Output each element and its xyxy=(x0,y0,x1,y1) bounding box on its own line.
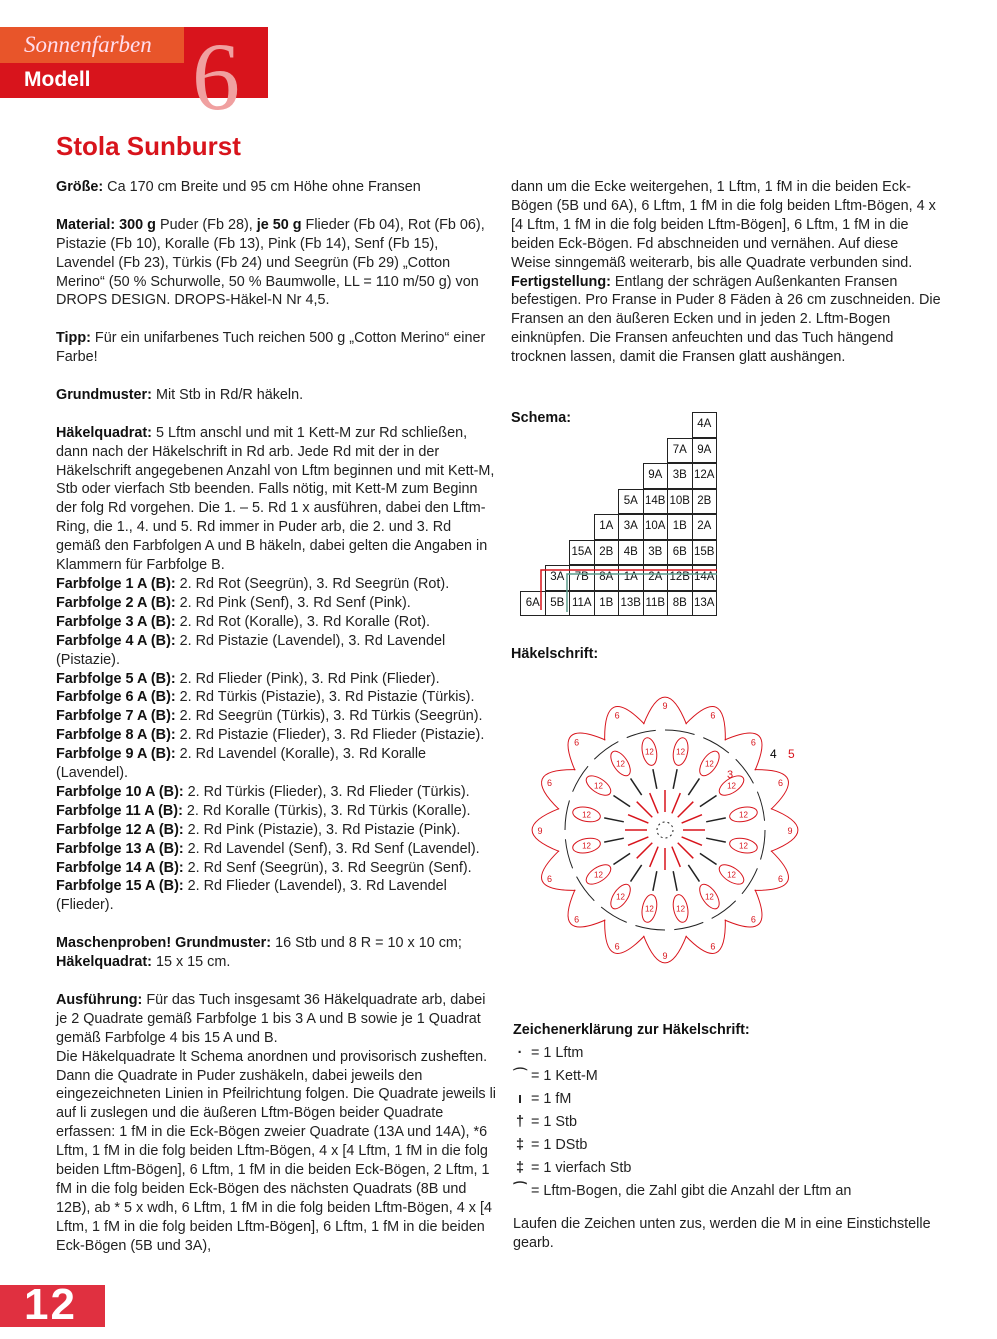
bold-label: Fertigstellung: xyxy=(511,273,611,290)
stitch-symbol-icon: ı xyxy=(518,1091,522,1107)
text: dann um die Ecke weitergehen, 1 Lftm, 1 fM in die beiden Eck-Bögen (5B und 6A), 6 Lftm, 1 fM in die folg beiden Lftm-Bögen, 4 x [4 Lftm, 1 fM in die folg beiden Lftm-Bögen], 6 Lftm, 1 fM in die beiden Eck-Bögen. Fd abschneiden und vernähen. Auf diese Weise sinngemäß weiterarb, bis alle Quadrate verbunden sind. xyxy=(511,179,936,271)
schema-cell: 8A xyxy=(594,565,620,591)
schema-cell: 2B xyxy=(692,489,718,515)
bold-label: Farbfolge 3 A (B): xyxy=(56,613,176,630)
chain-arc xyxy=(757,792,764,821)
text: 2. Rd Pistazie (Flieder), 3. Rd Flieder (Pistazie). xyxy=(175,727,485,744)
bold-label: Größe: xyxy=(56,179,104,195)
petal-count: 12 xyxy=(739,810,748,820)
text: 2. Rd Koralle (Türkis), 3. Rd Türkis (Koralle). xyxy=(182,802,471,819)
legend-text: = Lftm-Bogen, die Zahl gibt die Anzahl der Lftm an xyxy=(531,1183,852,1199)
text: Puder (Fb 28), xyxy=(155,216,257,233)
outer-arc xyxy=(542,851,576,891)
chain-arc xyxy=(577,877,595,901)
crochet-diagram xyxy=(505,665,825,995)
bold-label: Farbfolge 14 A (B): xyxy=(56,859,184,876)
petal-count: 12 xyxy=(616,892,626,902)
chain-arc xyxy=(594,742,618,760)
stitch-symbol-icon: · xyxy=(517,1045,523,1061)
schema-cell: 11A xyxy=(569,591,595,617)
schema-cell: 5B xyxy=(545,591,571,617)
outer-arc xyxy=(686,920,726,954)
legend-text: = 1 DStb xyxy=(531,1137,588,1153)
schema-cell: 3B xyxy=(643,540,669,566)
bold-label: Farbfolge 5 A (B): xyxy=(56,670,176,687)
petal-count: 12 xyxy=(727,870,736,880)
stitch-black xyxy=(706,838,726,842)
bold-label: Ausführung: xyxy=(56,991,143,1008)
schema-cell: 5A xyxy=(618,489,644,515)
petal-count: 12 xyxy=(704,759,714,769)
petal-count: 12 xyxy=(582,810,591,820)
legend-item xyxy=(513,1159,631,1178)
petal-count: 12 xyxy=(582,841,591,851)
outer-arc xyxy=(542,770,576,810)
series-title: Sonnenfarben xyxy=(24,32,152,57)
stitch-symbol-icon: ⌒ xyxy=(513,1068,528,1084)
diagram-title: Häkelschrift: xyxy=(511,646,599,662)
text: 2. Rd Flieder (Lavendel), 3. Rd Lavendel (Flieder). xyxy=(56,878,447,914)
outer-arc xyxy=(686,707,726,741)
model-number: 6 xyxy=(192,23,240,130)
chain-arc xyxy=(635,926,665,930)
schema-cell: 3A xyxy=(618,514,644,540)
arc-count: 6 xyxy=(574,737,580,748)
bold-label: Farbfolge 10 A (B): xyxy=(56,783,184,800)
bold-label: Farbfolge 12 A (B): xyxy=(56,821,184,838)
schema-cell: 4A xyxy=(692,412,718,438)
schema-cell: 1A xyxy=(594,514,620,540)
stitch-black xyxy=(604,818,624,822)
arrow-green xyxy=(567,574,717,612)
schema-cell: 13B xyxy=(618,591,644,617)
bold-label: Häkelquadrat: xyxy=(56,424,152,441)
bold-label: Farbfolge 9 A (B): xyxy=(56,746,176,763)
schema-cell: 12B xyxy=(667,565,693,591)
text: 2. Rd Flieder (Pink), 3. Rd Pink (Flieder). xyxy=(175,670,440,687)
outer-arc xyxy=(605,920,645,954)
petal-count: 12 xyxy=(739,841,748,851)
petal-count: 12 xyxy=(704,892,714,902)
stitch-symbol-icon: ‡ xyxy=(515,1160,524,1176)
chain-arc xyxy=(761,830,765,860)
legend-item xyxy=(513,1113,577,1132)
bold-label: Farbfolge 11 A (B): xyxy=(56,802,183,819)
stitch-symbol-icon: ‡ xyxy=(515,1137,524,1153)
bold-label: Häkelquadrat: xyxy=(56,954,152,971)
schema-cell: 1A xyxy=(618,565,644,591)
arc-count: 9 xyxy=(662,951,668,961)
schema-cell: 9A xyxy=(643,463,669,489)
stitch-black xyxy=(688,778,699,795)
stitch-red xyxy=(637,802,653,818)
schema-cell: 10A xyxy=(643,514,669,540)
chain-arc xyxy=(665,730,695,734)
schema-cell: 15B xyxy=(692,540,718,566)
text: 2. Rd Türkis (Pistazie), 3. Rd Pistazie (Türkis). xyxy=(175,689,475,706)
schema-cell: 7A xyxy=(667,438,693,464)
page-number-box xyxy=(0,1280,105,1329)
arc-count: 9 xyxy=(787,826,793,836)
schema-cell: 6B xyxy=(667,540,693,566)
stitch-black xyxy=(673,769,677,789)
petal-count: 12 xyxy=(676,904,686,914)
outer-arc xyxy=(755,770,789,810)
bold-label: je 50 g xyxy=(256,216,302,233)
schema-cell: 1B xyxy=(594,591,620,617)
outer-arc xyxy=(725,890,762,927)
petal-count: 12 xyxy=(644,747,654,757)
stitch-red xyxy=(682,815,702,823)
legend-item xyxy=(513,1182,851,1201)
legend-note: Laufen die Zeichen unten zus, werden die M in eine Einstichstelle gearb. xyxy=(513,1216,931,1251)
schema-cell: 3A xyxy=(545,565,571,591)
stitch-black xyxy=(653,871,657,891)
schema-cell: 6A xyxy=(520,591,546,617)
text: 16 Stb und 8 R = 10 x 10 cm; xyxy=(271,935,462,952)
stitch-red xyxy=(678,843,694,859)
text: 2. Rd Senf (Seegrün), 3. Rd Seegrün (Senf). xyxy=(183,859,472,876)
schema-cell: 2A xyxy=(692,514,718,540)
stitch-black xyxy=(613,853,630,864)
outer-arc xyxy=(725,733,762,770)
text: 2. Rd Pink (Senf), 3. Rd Senf (Pink). xyxy=(175,594,411,611)
schema-cell: 3B xyxy=(667,463,693,489)
bold-label: Farbfolge 6 A (B): xyxy=(56,689,176,706)
stitch-black xyxy=(613,796,630,807)
stitch-black xyxy=(631,778,642,795)
legend-text: = 1 Kett-M xyxy=(531,1068,598,1084)
text: Für das Tuch insgesamt 36 Häkelquadrate arb, dabei je 2 Quadrate gemäß Farbfolge 1 bis 3 A und B sowie je 1 Quadrat gemäß Farbfolge 4 bis 15 A und B. xyxy=(56,991,486,1046)
schema-cell: 1B xyxy=(667,514,693,540)
legend-item xyxy=(513,1136,587,1155)
bold-label: Tipp: xyxy=(56,330,91,347)
chain-arc xyxy=(565,800,569,830)
arc-count: 9 xyxy=(537,826,543,836)
text: 5 Lftm anschl und mit 1 Kett-M zur Rd schließen, dann nach der Häkelschrift in Rd arb. Jede Rd mit der in der Häkelschrift angegebenen Anzahl von Lftm beginnen und mit Kett-M, Stb oder vierfach Stb beenden. Falls nötig, mit Kett-M zum Beginn der folg Rd vorgehen. Die 1. – 5. Rd 1 x ausführen, dabei den Lftm-Ring, die 1., 4. und 5. Rd immer in Puder arb, die 2. und 3. Rd gemäß den Farbfolgen A und B häkeln, dabei gelten die Angaben in Klammern für Farbfolge B. xyxy=(56,424,495,574)
outer-arc xyxy=(605,707,645,741)
text: Für ein unifarbenes Tuch reichen 500 g „Cotton Merino“ einer Farbe! xyxy=(56,330,486,366)
text: Mit Stb in Rd/R häkeln. xyxy=(151,386,304,403)
text: 2. Rd Lavendel (Senf), 3. Rd Senf (Lavendel). xyxy=(183,840,480,857)
round-label: 4 xyxy=(770,747,777,761)
stitch-red xyxy=(672,793,680,813)
arc-count: 6 xyxy=(614,941,620,952)
arc-count: 6 xyxy=(750,737,756,748)
outer-arc xyxy=(755,851,789,891)
legend-item xyxy=(513,1090,571,1109)
text: 2. Rd Pink (Pistazie), 3. Rd Pistazie (Pink). xyxy=(183,821,461,838)
round-label: 3 xyxy=(727,769,734,781)
stitch-symbol-icon: ⁀ xyxy=(514,1183,526,1199)
petal-count: 12 xyxy=(676,747,686,757)
stitch-red xyxy=(682,837,702,845)
chain-arc xyxy=(674,922,703,929)
arc-count: 6 xyxy=(547,873,553,884)
text: 2. Rd Rot (Koralle), 3. Rd Koralle (Rot). xyxy=(175,613,430,630)
legend-text: = 1 fM xyxy=(531,1091,572,1107)
arc-count: 6 xyxy=(777,873,783,884)
schema-cell: 9A xyxy=(692,438,718,464)
text: Ca 170 cm Breite und 95 cm Höhe ohne Fransen xyxy=(103,179,421,195)
stitch-black xyxy=(673,871,677,891)
schema-title: Schema: xyxy=(511,410,571,426)
bold-label: Grundmuster: xyxy=(56,386,152,403)
arc-count: 6 xyxy=(710,941,716,952)
outer-arc xyxy=(532,809,559,852)
chain-arc xyxy=(736,759,754,783)
bold-label: Farbfolge 2 A (B): xyxy=(56,594,176,611)
chain-ring xyxy=(657,822,673,838)
bold-label: Farbfolge 8 A (B): xyxy=(56,727,176,744)
bold-label: Material: 300 g xyxy=(56,216,156,233)
stitch-black xyxy=(700,853,717,864)
page-number: 12 xyxy=(24,1280,77,1329)
petal-count: 12 xyxy=(644,904,654,914)
model-label: Modell xyxy=(24,68,91,91)
schema-cell: 7B xyxy=(569,565,595,591)
schema-cell: 11B xyxy=(643,591,669,617)
text: 2. Rd Türkis (Flieder), 3. Rd Flieder (Türkis). xyxy=(183,783,470,800)
schema-cell: 14A xyxy=(692,565,718,591)
bold-label: Farbfolge 4 A (B): xyxy=(56,632,176,649)
bold-label: Farbfolge 15 A (B): xyxy=(56,878,184,895)
stitch-red xyxy=(672,847,680,867)
bold-label: Farbfolge 1 A (B): xyxy=(56,575,176,592)
bold-label: Farbfolge 7 A (B): xyxy=(56,708,176,725)
chain-arc xyxy=(627,730,656,737)
legend-text: = 1 vierfach Stb xyxy=(531,1160,632,1176)
schema-cell: 8B xyxy=(667,591,693,617)
text: 2. Rd Seegrün (Türkis), 3. Rd Türkis (Seegrün). xyxy=(175,708,483,725)
bold-label: Farbfolge 13 A (B): xyxy=(56,840,184,857)
stitch-red xyxy=(628,837,648,845)
arc-count: 9 xyxy=(662,701,668,711)
chain-arc xyxy=(712,901,736,919)
stitch-black xyxy=(631,865,642,882)
legend-title: Zeichenerklärung zur Häkelschrift: xyxy=(513,1022,750,1038)
schema-cell: 4B xyxy=(618,540,644,566)
legend-text: = 1 Lftm xyxy=(531,1045,584,1061)
text: 2. Rd Pistazie (Lavendel), 3. Rd Lavendel (Pistazie). xyxy=(56,632,446,668)
stitch-black xyxy=(688,865,699,882)
legend-item xyxy=(513,1044,583,1063)
text: 15 x 15 cm. xyxy=(151,954,231,971)
petal-count: 12 xyxy=(594,781,603,791)
text: Flieder (Fb 04), Rot (Fb 06), Pistazie (Fb 10), Koralle (Fb 13), Pink (Fb 14), Senf (Fb 15), Lavendel (Fb 23), Türkis (Fb 24) und Seegrün (Fb 29) „Cotton Merino“ (50 % Schurwolle, 50 % Baumwolle, LL = 110 m/50 g) von DROPS DESIGN. DROPS-Häkel-N Nr 4,5. xyxy=(56,216,485,309)
petal-count: 12 xyxy=(727,781,736,791)
outer-arc xyxy=(771,809,798,852)
stitch-black xyxy=(653,769,657,789)
petal-count: 12 xyxy=(594,870,603,880)
schema-cell: 2B xyxy=(594,540,620,566)
text: 2. Rd Rot (Seegrün), 3. Rd Seegrün (Rot). xyxy=(175,575,450,592)
stitch-red xyxy=(650,793,658,813)
legend-text: = 1 Stb xyxy=(531,1114,578,1130)
stitch-black xyxy=(700,796,717,807)
stitch-black xyxy=(604,838,624,842)
stitch-red xyxy=(678,802,694,818)
schema-cell: 2A xyxy=(643,565,669,591)
stitch-red xyxy=(628,815,648,823)
arc-count: 6 xyxy=(710,710,716,721)
schema-cell: 12A xyxy=(692,463,718,489)
arc-count: 6 xyxy=(777,778,783,789)
arc-count: 6 xyxy=(574,914,580,925)
text: Entlang der schrägen Außenkanten Fransen befestigen. Pro Franse in Puder 8 Fäden à 26 cm zuschneiden. Die Fransen an den äußeren Ecken und in jeden 2. Lftm-Bogen einknüpfen. Die Fransen anfeuchten und das Tuch hängend trocknen lassen, damit die Fransen glatt aushängen. xyxy=(511,273,941,366)
schema-cell: 10B xyxy=(667,489,693,515)
petal-count: 12 xyxy=(616,759,626,769)
text: 2. Rd Lavendel (Koralle), 3. Rd Koralle (Lavendel). xyxy=(56,746,427,782)
chain-arc xyxy=(565,839,572,868)
arc-count: 6 xyxy=(750,914,756,925)
legend-item xyxy=(513,1067,598,1086)
stitch-black xyxy=(706,818,726,822)
arc-count: 6 xyxy=(614,710,620,721)
stitch-red xyxy=(637,843,653,859)
schema-cell: 13A xyxy=(692,591,718,617)
page-title: Stola Sunburst xyxy=(56,131,241,161)
stitch-symbol-icon: † xyxy=(515,1114,524,1130)
round-label: 5 xyxy=(788,747,795,761)
schema-cell: 15A xyxy=(569,540,595,566)
bold-label: Maschenproben! Grundmuster: xyxy=(56,935,272,952)
arc-count: 6 xyxy=(547,778,553,789)
schema-cell: 14B xyxy=(643,489,669,515)
stitch-red xyxy=(650,847,658,867)
text: Die Häkelquadrate lt Schema anordnen und provisorisch zusheften. Dann die Quadrate in Puder zushäkeln, dabei jeweils den eingezeichneten Linien in Pfeilrichtung folgen. Die Quadrate jeweils li auf li zuslegen und die äußeren Lftm-Bögen beider Quadrate erfassen: 1 fM in die Eck-Bögen zweier Quadrate (13A und 14A), *6 Lftm, 1 fM in die folg beiden Lftm-Bögen, 4 x [4 Lftm, 1 fM in die folg beiden Lftm-Bögen], 6 Lftm, 1 fM in die beiden Eck-Bögen, 2 Lftm, 1 fM in die folg beiden Eck-Bögen des nächsten Quadrats (8B und 12B), ab * 5 x wdh, 6 Lftm, 1 fM in die folg beiden Lftm-Bögen, 4 x [4 Lftm, 1 fM in die folg beiden Lftm-Bögen], 6 Lftm, 1 fM in die beiden Eck-Bögen (5B und 3A), xyxy=(56,1048,496,1254)
